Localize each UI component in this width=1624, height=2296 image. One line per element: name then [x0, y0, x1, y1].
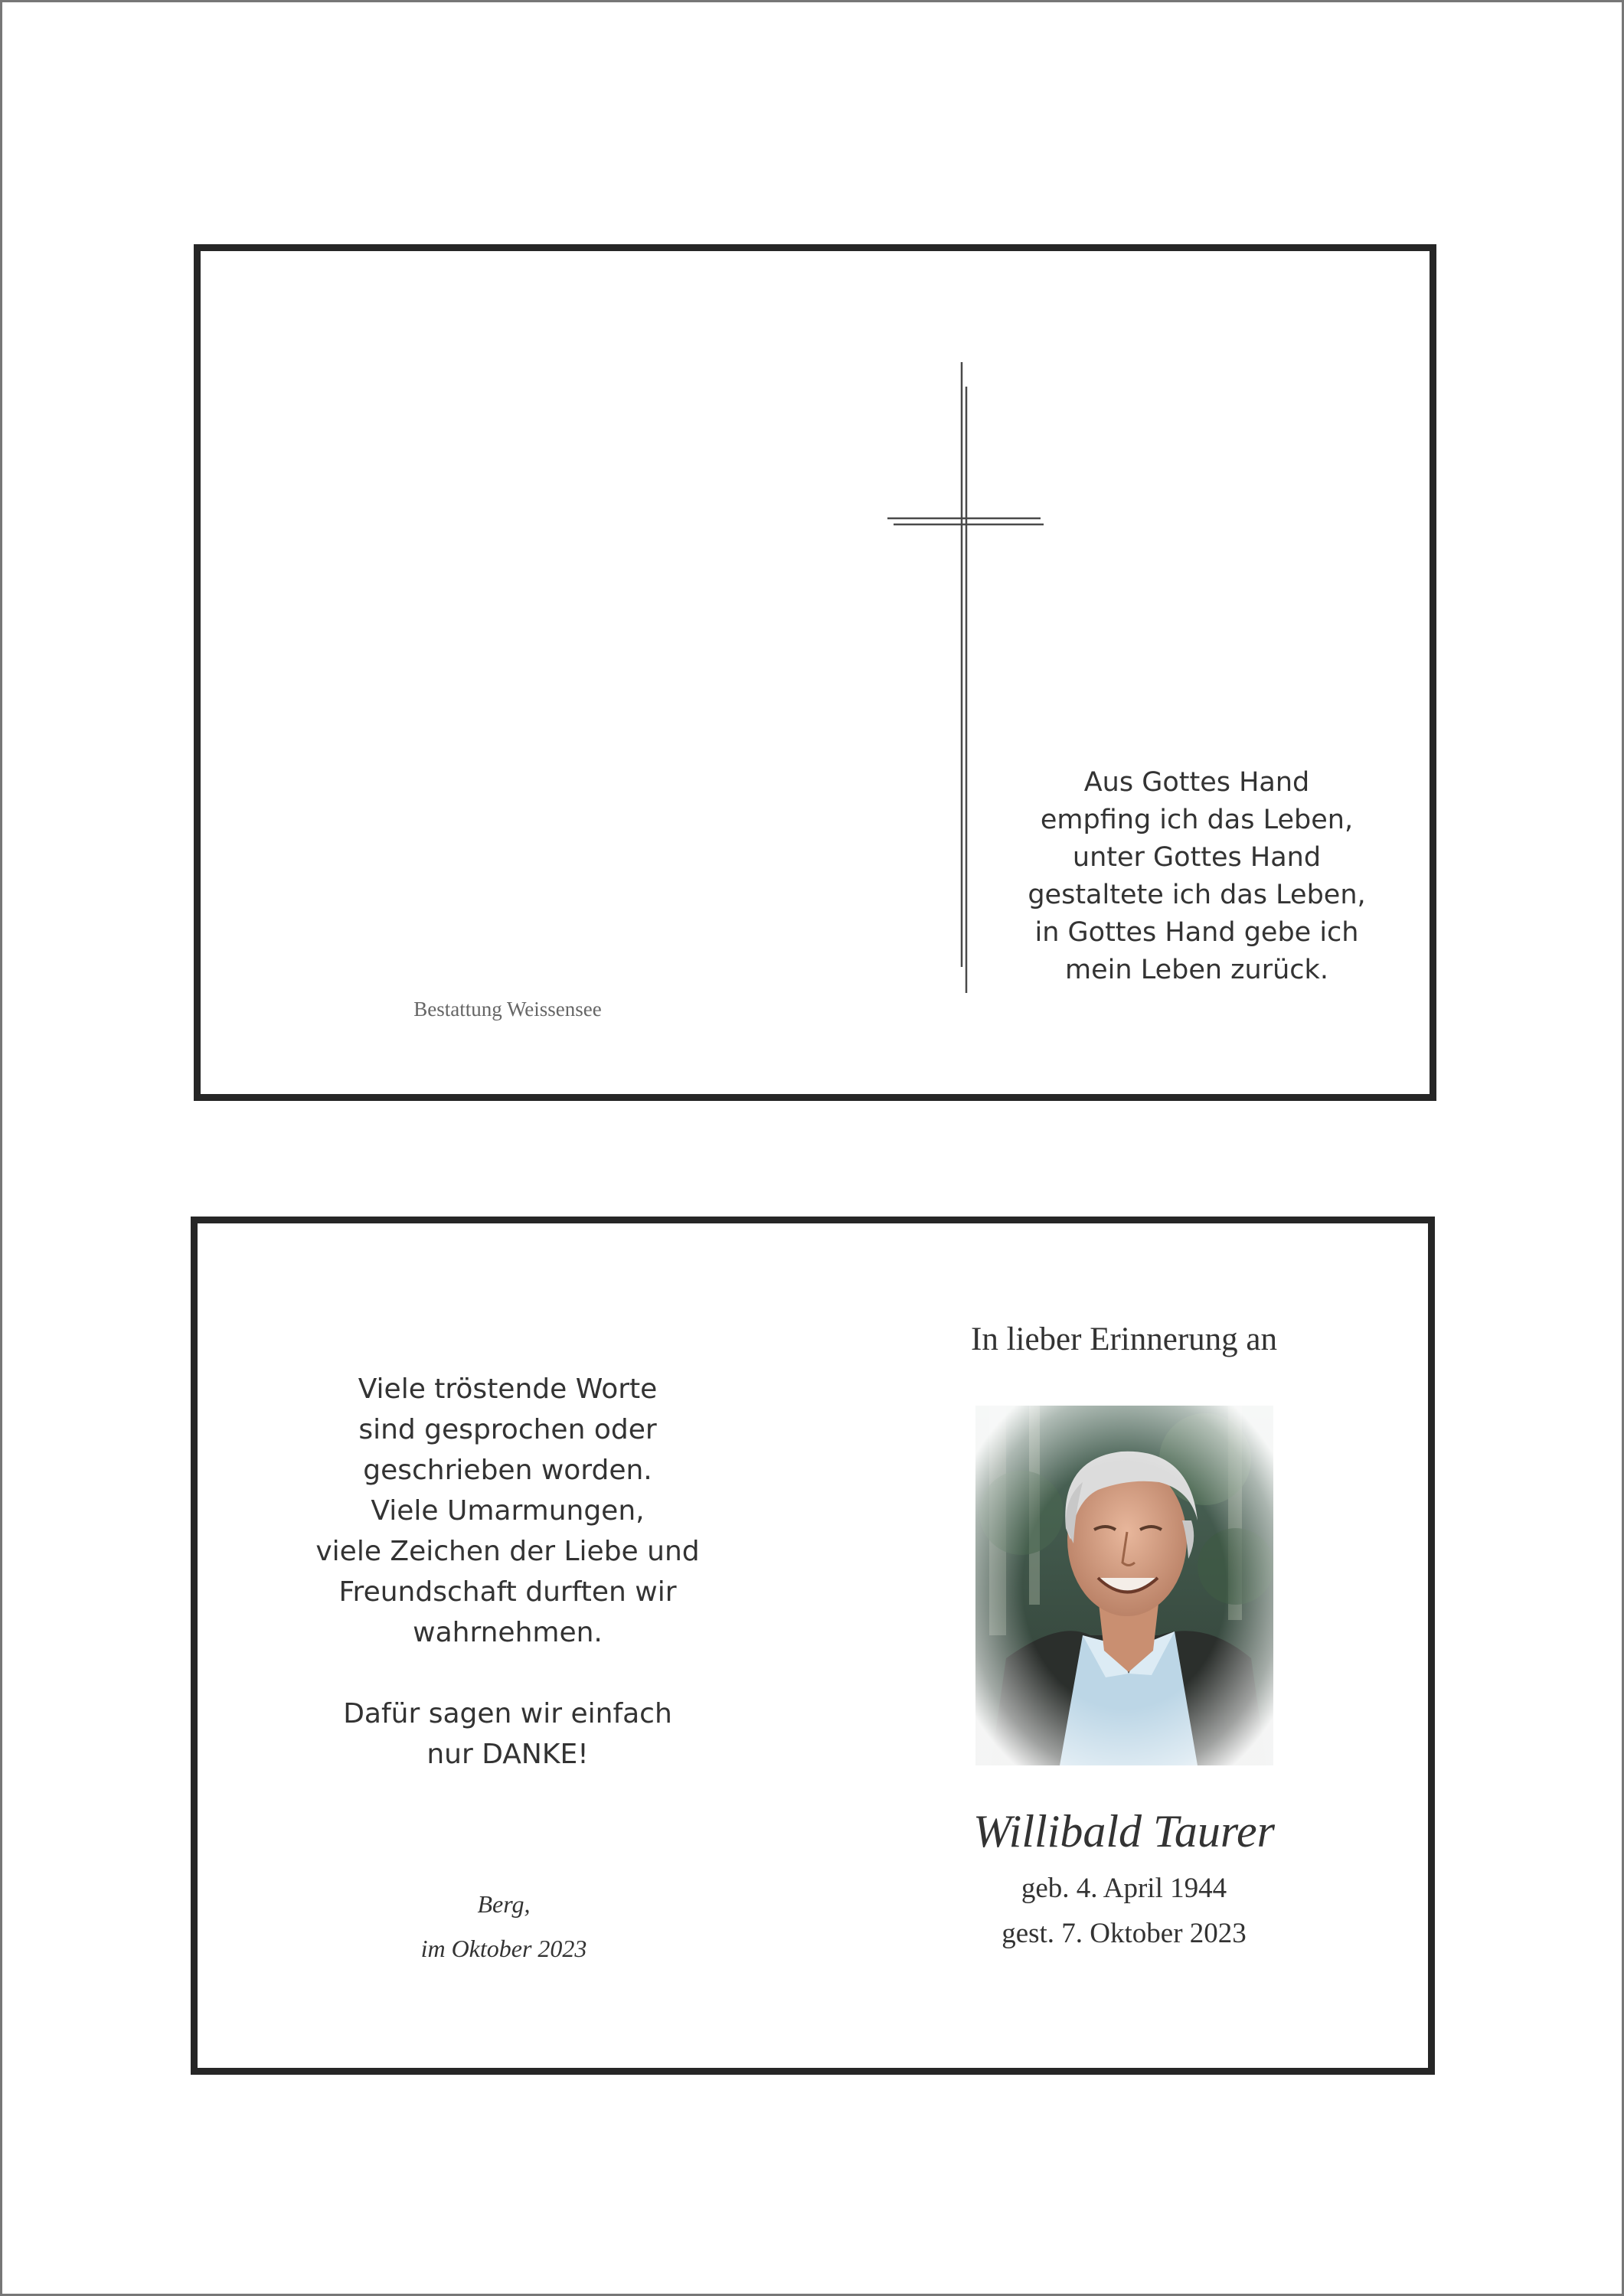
thanks-spacer [286, 1653, 730, 1693]
thanks-line: geschrieben worden. [363, 1455, 652, 1486]
poem-line: gestaltete ich das Leben, [1028, 880, 1366, 910]
poem-line: Aus Gottes Hand [1083, 767, 1310, 798]
thanks-line: wahrnehmen. [413, 1617, 603, 1648]
thanks-line: Dafür sagen wir einfach [343, 1698, 672, 1729]
thanks-text [286, 1369, 730, 1775]
thanks-line: Freundschaft durften wir [338, 1576, 677, 1608]
date: im Oktober 2023 [420, 1935, 587, 1962]
thanks-line: nur DANKE! [426, 1739, 589, 1770]
funeral-home-label: Bestattung Weissensee [413, 998, 602, 1021]
thanks-line: sind gesprochen oder [358, 1414, 657, 1445]
memory-heading: In lieber Erinnerung an [971, 1321, 1277, 1357]
poem-line: mein Leben zurück. [1065, 955, 1328, 985]
poem-line: unter Gottes Hand [1072, 842, 1322, 873]
deceased-name: Willibald Taurer [973, 1806, 1275, 1857]
place: Berg, [477, 1890, 531, 1918]
death-date: gest. 7. Oktober 2023 [1002, 1918, 1247, 1949]
thanks-line: Viele Umarmungen, [371, 1495, 645, 1527]
thanks-line: Viele tröstende Worte [358, 1373, 658, 1405]
thanks-line: viele Zeichen der Liebe und [315, 1536, 700, 1567]
poem-line: empfing ich das Leben, [1040, 805, 1354, 835]
place-date [370, 1882, 638, 1971]
birth-date: geb. 4. April 1944 [1021, 1873, 1227, 1904]
poem-line: in Gottes Hand gebe ich [1034, 917, 1359, 948]
poem [1021, 764, 1373, 989]
portrait-photo [975, 1406, 1273, 1765]
